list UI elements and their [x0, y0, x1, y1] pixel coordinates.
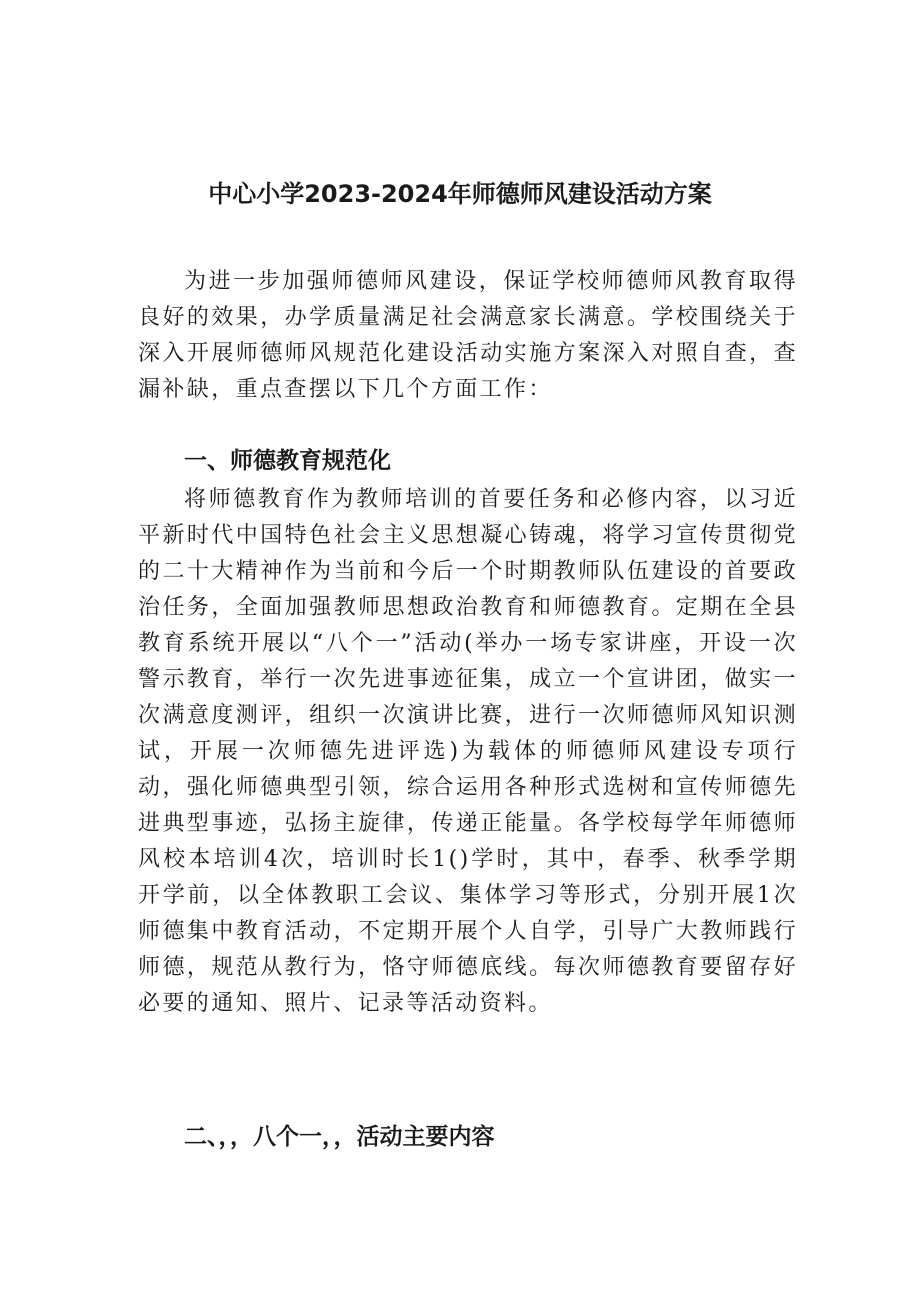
section-1-heading: 一、师德教育规范化	[184, 448, 391, 474]
section-2-heading: 二、，，八个一，，活动主要内容	[184, 1124, 495, 1150]
document-title: 中心小学2023-2024年师德师风建设活动方案	[208, 180, 712, 208]
section-1-paragraph: 将师德教育作为教师培训的首要任务和必修内容，以习近平新时代中国特色社会主义思想凝心铸魂，将学习宣传贯彻党的二十大精神作为当前和今后一个时期教师队伍建设的首要政治任务，全面加强教师思想政治教育和师德教育。定期在全县教育系统开展以“八个一”活动(举办一场专家讲座，开设一次警示教育，举行一次先进事迹征集，成立一个宣讲团，做实一次满意度测评，组织一次演讲比赛，进行一次师德师风知识测试，开展一次师德先进评选)为载体的师德师风建设专项行动，强化师德典型引领，综合运用各种形式选树和宣传师德先进典型事迹，弘扬主旋律，传递正能量。各学校每学年师德师风校本培训4次，培训时长1()学时，其中，春季、秋季学期开学前，以全体教职工会议、集体学习等形式，分别开展1次师德集中教育活动，不定期开展个人自学，引导广大教师践行师德，规范从教行为，恪守师德底线。每次师德教育要留存好必要的通知、照片、记录等活动资料。	[138, 487, 798, 1016]
intro-paragraph: 为进一步加强师德师风建设，保证学校师德师风教育取得良好的效果，办学质量满足社会满意家长满意。学校围绕关于深入开展师德师风规范化建设活动实施方案深入对照自查，查漏补缺，重点查摆以下几个方面工作：	[138, 269, 798, 402]
